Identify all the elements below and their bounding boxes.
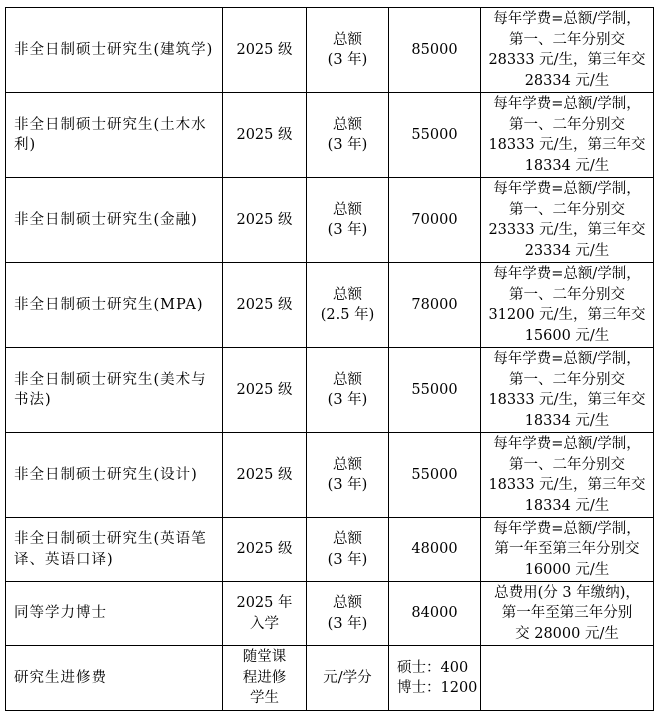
amount-text-line: 硕士：400	[397, 659, 469, 676]
payment-note-text-line: 第一年至第三年分别交	[494, 541, 640, 558]
payment-note-text-line: 每年学费=总额/学制，	[493, 266, 641, 282]
payment-note-cell	[481, 582, 654, 646]
fee-unit-text-line: (3 年)	[327, 137, 368, 153]
fee-unit-text-line: 总额	[333, 456, 362, 473]
fee-unit-cell	[307, 263, 389, 348]
amount-cell	[389, 518, 481, 582]
payment-note-text-line: 每年学费=总额/学制，	[493, 436, 641, 452]
amount-text-line: 博士：1200	[397, 680, 478, 696]
fee-unit-cell	[307, 646, 389, 711]
fee-unit-text-line: 总额	[333, 371, 362, 388]
payment-note-text-line: 18334 元/生	[524, 412, 610, 429]
amount-text-line: 85000	[411, 41, 458, 58]
grade-cell	[223, 582, 307, 646]
payment-note-text-line: 第一、二年分别交	[509, 456, 625, 473]
table-row	[6, 348, 654, 433]
fee-unit-text-line: (3 年)	[327, 222, 368, 238]
payment-note-cell	[481, 646, 654, 711]
program-text-line: 非全日制硕士研究生(土木水	[14, 116, 207, 133]
payment-note-text-line: 23333 元/生，第三年交	[488, 222, 646, 238]
fee-unit-text-line: 总额	[333, 595, 362, 611]
payment-note-text-line: 每年学费=总额/学制，	[493, 96, 641, 112]
program-cell	[6, 263, 223, 348]
program-cell	[6, 178, 223, 263]
payment-note-cell	[481, 433, 654, 518]
grade-text-line: 2025 级	[236, 541, 293, 558]
amount-cell	[389, 646, 481, 711]
payment-note-cell	[481, 348, 654, 433]
payment-note-text-line: 16000 元/生	[524, 561, 610, 578]
grade-text-line: 2025 级	[236, 296, 293, 313]
grade-text-line: 2025 级	[236, 211, 293, 228]
grade-text-line: 入学	[250, 615, 279, 632]
program-text-line: 非全日制硕士研究生(MPA)	[14, 296, 204, 313]
payment-note-cell	[481, 93, 654, 178]
payment-note-text-line: 28333 元/生，第三年交	[488, 52, 646, 68]
payment-note-text-line: 交 28000 元/生	[515, 625, 619, 642]
grade-cell	[223, 348, 307, 433]
grade-cell	[223, 178, 307, 263]
program-text-line: 同等学力博士	[14, 605, 107, 622]
fee-unit-text-line: (2.5 年)	[320, 307, 375, 323]
fee-unit-cell	[307, 518, 389, 582]
grade-cell	[223, 433, 307, 518]
payment-note-text-line: 每年学费=总额/学制，	[493, 181, 641, 197]
amount-text-line: 55000	[411, 466, 458, 483]
program-cell	[6, 646, 223, 711]
grade-cell	[223, 646, 307, 711]
fee-unit-text-line: (3 年)	[327, 52, 368, 68]
payment-note-cell	[481, 178, 654, 263]
table-row	[6, 518, 654, 582]
fee-unit-text-line: 总额	[333, 31, 362, 48]
payment-note-cell	[481, 8, 654, 93]
tuition-fee-table	[5, 7, 654, 711]
amount-text-line: 55000	[411, 126, 458, 143]
grade-text-line: 2025 级	[236, 466, 293, 483]
payment-note-text-line: 第一、二年分别交	[509, 286, 625, 303]
payment-note-text-line: 23334 元/生	[524, 242, 610, 259]
amount-cell	[389, 8, 481, 93]
grade-cell	[223, 8, 307, 93]
amount-cell	[389, 263, 481, 348]
fee-unit-cell	[307, 93, 389, 178]
payment-note-text-line: 总费用(分 3 年缴纳)，	[494, 584, 640, 601]
fee-unit-cell	[307, 433, 389, 518]
fee-unit-cell	[307, 348, 389, 433]
payment-note-text-line: 18333 元/生，第三年交	[488, 137, 646, 153]
table-row	[6, 582, 654, 646]
grade-text-line: 2025 年	[236, 595, 293, 611]
table-row	[6, 263, 654, 348]
grade-cell	[223, 263, 307, 348]
payment-note-text-line: 每年学费=总额/学制，	[493, 351, 641, 367]
payment-note-text-line: 第一、二年分别交	[509, 116, 625, 133]
table-body	[6, 8, 654, 711]
payment-note-text-line: 第一、二年分别交	[509, 371, 625, 388]
payment-note-text-line: 18334 元/生	[524, 497, 610, 514]
program-text-line: 非全日制硕士研究生(美术与	[14, 371, 207, 388]
payment-note-text-line: 每年学费=总额/学制，	[493, 11, 641, 27]
fee-unit-text-line: (3 年)	[327, 477, 368, 493]
program-cell	[6, 582, 223, 646]
amount-text-line: 48000	[411, 541, 458, 558]
fee-unit-text-line: (3 年)	[327, 392, 368, 408]
payment-note-text-line: 31200 元/生，第三年交	[488, 307, 646, 323]
table-row	[6, 178, 654, 263]
program-cell	[6, 93, 223, 178]
fee-unit-cell	[307, 8, 389, 93]
fee-unit-text-line: 总额	[333, 201, 362, 218]
program-cell	[6, 8, 223, 93]
payment-note-text-line: 18334 元/生	[524, 157, 610, 174]
program-cell	[6, 348, 223, 433]
grade-text-line: 2025 级	[236, 41, 293, 58]
payment-note-cell	[481, 518, 654, 582]
program-text-line: 译、英语口译)	[14, 551, 114, 568]
fee-unit-cell	[307, 582, 389, 646]
payment-note-text-line: 每年学费=总额/学制，	[493, 520, 641, 537]
fee-unit-text-line: 总额	[333, 116, 362, 133]
payment-note-text-line: 18333 元/生，第三年交	[488, 477, 646, 493]
payment-note-text-line: 第一、二年分别交	[509, 31, 625, 48]
program-text-line: 非全日制硕士研究生(建筑学)	[14, 41, 214, 58]
fee-unit-text-line: 元/学分	[323, 669, 372, 686]
amount-cell	[389, 433, 481, 518]
payment-note-text-line: 15600 元/生	[524, 327, 610, 344]
grade-text-line: 2025 级	[236, 381, 293, 398]
program-cell	[6, 433, 223, 518]
fee-unit-text-line: 总额	[333, 286, 362, 303]
fee-unit-text-line: 总额	[333, 531, 362, 547]
fee-unit-text-line: (3 年)	[327, 551, 368, 568]
amount-cell	[389, 178, 481, 263]
table-row	[6, 433, 654, 518]
payment-note-text-line: 第一、二年分别交	[509, 201, 625, 218]
program-text-line: 利)	[14, 137, 37, 153]
fee-unit-cell	[307, 178, 389, 263]
payment-note-text-line: 18333 元/生，第三年交	[488, 392, 646, 408]
program-text-line: 非全日制硕士研究生(金融)	[14, 211, 198, 228]
grade-text-line: 程进修	[242, 669, 287, 686]
table-row	[6, 8, 654, 93]
grade-text-line: 学生	[250, 690, 279, 707]
amount-text-line: 55000	[411, 381, 458, 398]
grade-cell	[223, 93, 307, 178]
fee-unit-text-line: (3 年)	[327, 615, 368, 632]
program-cell	[6, 518, 223, 582]
grade-text-line: 2025 级	[236, 126, 293, 143]
payment-note-text-line: 28334 元/生	[524, 72, 610, 89]
program-text-line: 非全日制硕士研究生(英语笔	[14, 531, 207, 547]
grade-cell	[223, 518, 307, 582]
payment-note-text-line: 第一年至第三年分别	[501, 605, 633, 622]
amount-cell	[389, 93, 481, 178]
amount-text-line: 70000	[411, 211, 458, 228]
program-text-line: 非全日制硕士研究生(设计)	[14, 466, 198, 483]
program-text-line: 书法)	[14, 392, 52, 408]
payment-note-cell	[481, 263, 654, 348]
amount-cell	[389, 348, 481, 433]
table-row	[6, 93, 654, 178]
table-row	[6, 646, 654, 711]
amount-text-line: 78000	[411, 296, 458, 313]
program-text-line: 研究生进修费	[14, 669, 107, 686]
grade-text-line: 随堂课	[242, 649, 287, 666]
amount-text-line: 84000	[411, 605, 458, 622]
amount-cell	[389, 582, 481, 646]
